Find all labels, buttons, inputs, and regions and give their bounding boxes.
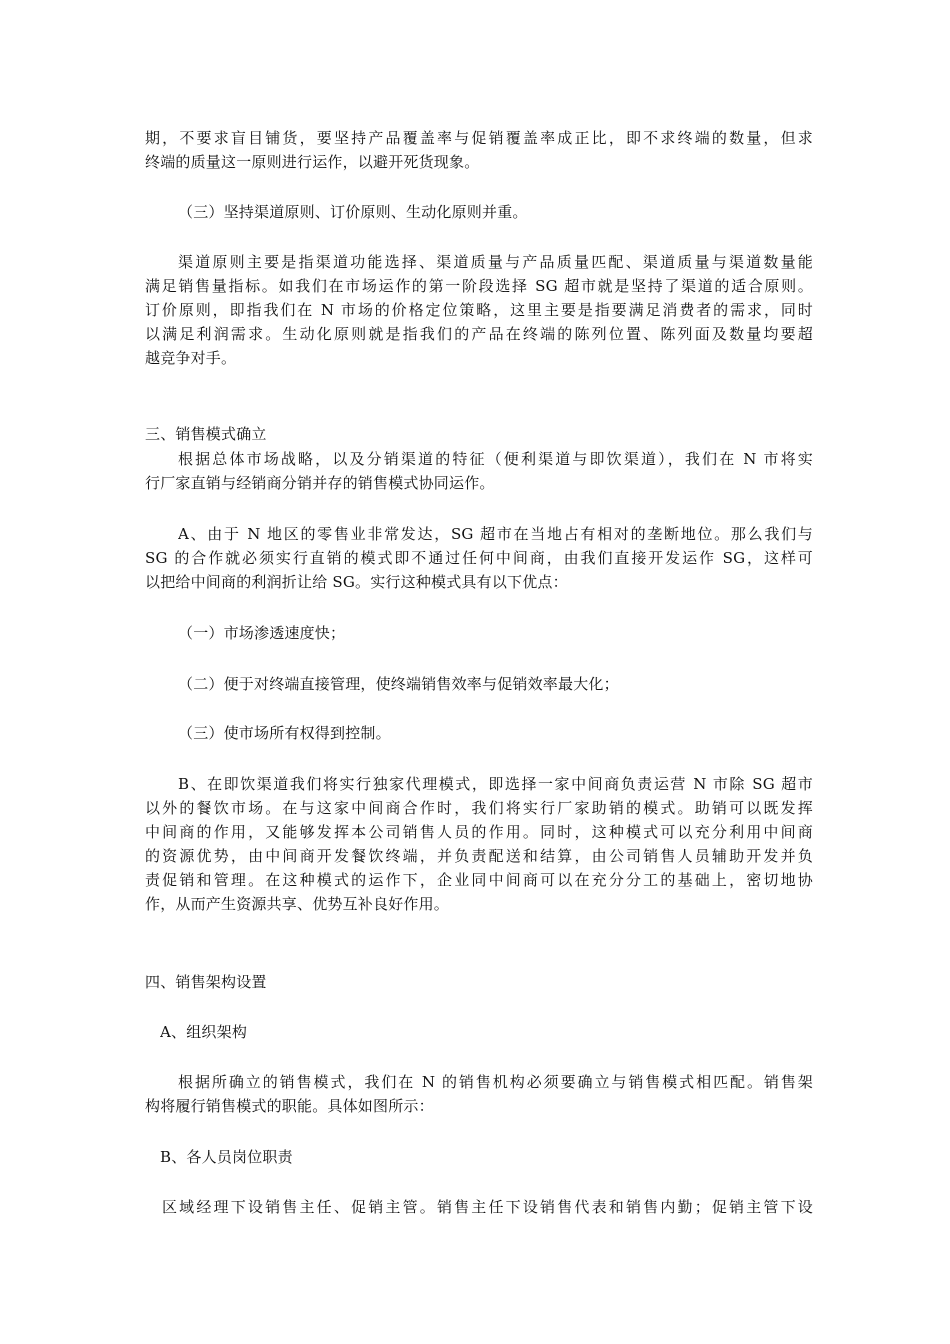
paragraph-line: 根据所确立的销售模式，我们在 N 的销售机构必须要确立与销售模式相匹配。销售架 <box>178 1073 813 1091</box>
list-item: （一）市场渗透速度快； <box>178 624 346 642</box>
paragraph-line: 中间商的作用，又能够发挥本公司销售人员的作用。同时，这种模式可以充分利用中间商 <box>145 823 813 841</box>
paragraph-line: 期，不要求盲目铺货，要坚持产品覆盖率与促销覆盖率成正比，即不求终端的数量，但求 <box>145 129 813 147</box>
list-item: （二）便于对终端直接管理，使终端销售效率与促销效率最大化； <box>178 675 619 693</box>
list-item: （三）坚持渠道原则、订价原则、生动化原则并重。 <box>178 203 528 221</box>
section-heading: 三、销售模式确立 <box>145 425 267 443</box>
paragraph-line: 订价原则，即指我们在 N 市场的价格定位策略，这里主要是指要满足消费者的需求，同时 <box>145 301 813 319</box>
subsection-heading: A、组织架构 <box>160 1023 248 1041</box>
paragraph-line: A、由于 N 地区的零售业非常发达，SG 超市在当地占有相对的垄断地位。那么我们与 <box>178 525 813 543</box>
paragraph-line: B、在即饮渠道我们将实行独家代理模式，即选择一家中间商负责运营 N 市除 SG 超市 <box>178 775 813 793</box>
paragraph-line: 满足销售量指标。如我们在市场运作的第一阶段选择 SG 超市就是坚持了渠道的适合原则。 <box>145 277 813 295</box>
paragraph-line: 行厂家直销与经销商分销并存的销售模式协同运作。 <box>145 474 495 492</box>
subsection-heading: B、各人员岗位职责 <box>160 1148 293 1166</box>
paragraph-line: 以外的餐饮市场。在与这家中间商合作时，我们将实行厂家助销的模式。助销可以既发挥 <box>145 799 813 817</box>
paragraph-line: 区域经理下设销售主任、促销主管。销售主任下设销售代表和销售内勤；促销主管下设 <box>162 1198 813 1216</box>
paragraph-line: 作，从而产生资源共享、优势互补良好作用。 <box>145 895 450 913</box>
paragraph-line: 以把给中间商的利润折让给 SG。实行这种模式具有以下优点： <box>145 573 568 591</box>
paragraph-line: 终端的质量这一原则进行运作，以避开死货现象。 <box>145 153 480 171</box>
paragraph-line: 构将履行销售模式的职能。具体如图所示： <box>145 1097 434 1115</box>
paragraph-line: 的资源优势，由中间商开发餐饮终端，并负责配送和结算，由公司销售人员辅助开发并负 <box>145 847 813 865</box>
paragraph-line: 渠道原则主要是指渠道功能选择、渠道质量与产品质量匹配、渠道质量与渠道数量能 <box>178 253 813 271</box>
section-heading: 四、销售架构设置 <box>145 973 267 991</box>
paragraph-line: 责促销和管理。在这种模式的运作下，企业同中间商可以在充分分工的基础上，密切地协 <box>145 871 813 889</box>
list-item: （三）使市场所有权得到控制。 <box>178 724 391 742</box>
paragraph-line: 以满足利润需求。生动化原则就是指我们的产品在终端的陈列位置、陈列面及数量均要超 <box>145 325 813 343</box>
paragraph-line: SG 的合作就必须实行直销的模式即不通过任何中间商，由我们直接开发运作 SG，这样可 <box>145 549 813 567</box>
paragraph-line: 越竞争对手。 <box>145 349 237 367</box>
paragraph-line: 根据总体市场战略，以及分销渠道的特征（便利渠道与即饮渠道），我们在 N 市将实 <box>178 450 813 468</box>
